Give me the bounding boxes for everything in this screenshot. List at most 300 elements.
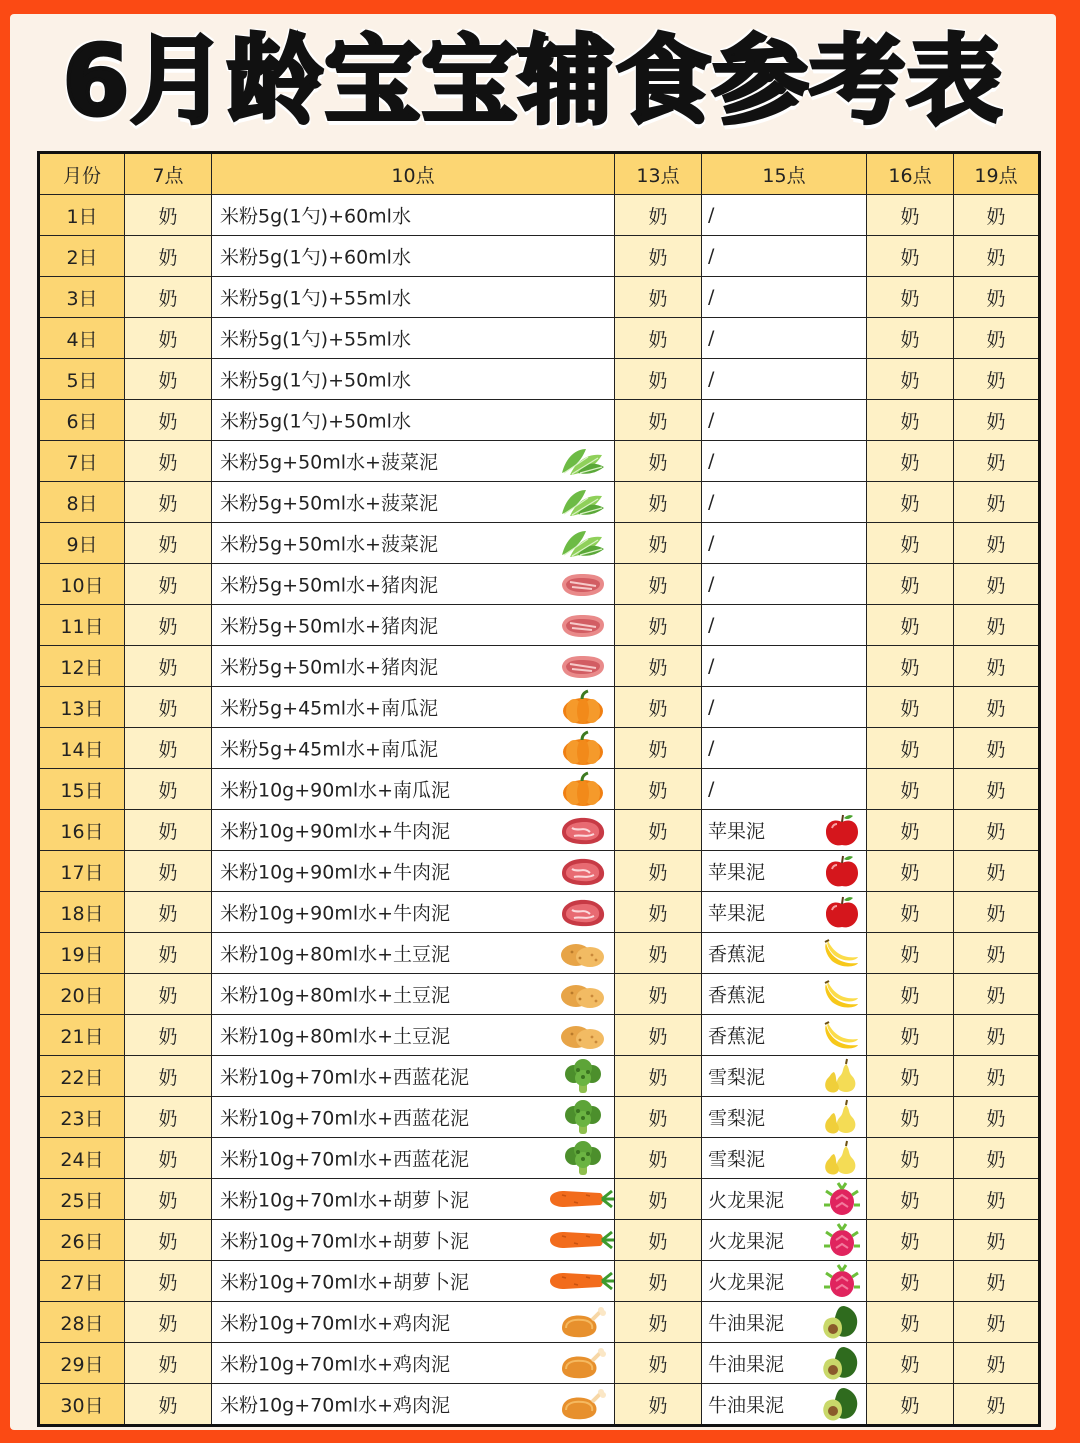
feed-10-cell	[212, 1056, 615, 1097]
feed-13-cell: 奶	[615, 1220, 702, 1261]
feed-13-cell: 奶	[615, 359, 702, 400]
day-cell: 27日	[39, 1261, 125, 1302]
feed-13-cell: 奶	[615, 236, 702, 277]
feed-10-text: 米粉10g+90ml水+牛肉泥	[220, 902, 451, 925]
feed-13-cell: 奶	[615, 892, 702, 933]
chicken-icon	[558, 1345, 608, 1381]
day-cell: 4日	[39, 318, 125, 359]
feed-19-cell: 奶	[954, 851, 1040, 892]
feed-10-text: 米粉5g(1勺)+55ml水	[220, 328, 411, 351]
feed-15-text: 牛油果泥	[708, 1312, 785, 1335]
table-row	[39, 1261, 1040, 1302]
feed-15-cell	[702, 1015, 867, 1056]
feed-10-cell	[212, 1097, 615, 1138]
feed-10-cell	[212, 687, 615, 728]
feed-19-cell: 奶	[954, 769, 1040, 810]
day-cell: 1日	[39, 195, 125, 236]
feed-10-text: 米粉10g+70ml水+西蓝花泥	[220, 1107, 470, 1130]
feed-7-cell: 奶	[125, 359, 212, 400]
feed-10-text: 米粉10g+80ml水+土豆泥	[220, 943, 451, 966]
feed-15-cell	[702, 318, 867, 359]
feed-15-cell	[702, 564, 867, 605]
feed-19-cell: 奶	[954, 359, 1040, 400]
carrot-icon	[548, 1263, 614, 1299]
feed-7-cell: 奶	[125, 769, 212, 810]
feed-15-text: /	[708, 696, 715, 718]
feed-19-cell: 奶	[954, 564, 1040, 605]
feed-16-cell: 奶	[867, 892, 954, 933]
feed-19-cell: 奶	[954, 318, 1040, 359]
feed-10-cell	[212, 933, 615, 974]
feed-7-cell: 奶	[125, 851, 212, 892]
feed-19-cell: 奶	[954, 1056, 1040, 1097]
table-row	[39, 441, 1040, 482]
feed-16-cell: 奶	[867, 1015, 954, 1056]
day-cell: 26日	[39, 1220, 125, 1261]
feed-15-cell	[702, 1138, 867, 1179]
day-cell: 10日	[39, 564, 125, 605]
feed-19-cell: 奶	[954, 1097, 1040, 1138]
feed-7-cell: 奶	[125, 1302, 212, 1343]
feed-15-text: /	[708, 450, 715, 472]
beef-icon	[558, 812, 608, 848]
feed-15-cell	[702, 1220, 867, 1261]
feed-19-cell: 奶	[954, 195, 1040, 236]
feed-15-cell	[702, 810, 867, 851]
feed-7-cell: 奶	[125, 1179, 212, 1220]
pear-icon	[822, 1058, 862, 1094]
feed-15-cell	[702, 236, 867, 277]
feed-10-text: 米粉5g+45ml水+南瓜泥	[220, 738, 438, 761]
day-cell: 24日	[39, 1138, 125, 1179]
feed-10-text: 米粉10g+90ml水+牛肉泥	[220, 820, 451, 843]
feed-15-cell	[702, 523, 867, 564]
feed-15-text: /	[708, 573, 715, 595]
feed-19-cell: 奶	[954, 1261, 1040, 1302]
potato-icon	[558, 1017, 608, 1053]
feed-10-cell	[212, 1384, 615, 1426]
spinach-icon	[558, 525, 608, 561]
dragonfruit-icon	[822, 1263, 862, 1299]
feed-13-cell: 奶	[615, 195, 702, 236]
day-cell: 28日	[39, 1302, 125, 1343]
feed-15-cell	[702, 400, 867, 441]
day-cell: 12日	[39, 646, 125, 687]
feed-7-cell: 奶	[125, 318, 212, 359]
header-10: 10点	[212, 153, 615, 195]
feed-13-cell: 奶	[615, 687, 702, 728]
feed-15-text: /	[708, 737, 715, 759]
potato-icon	[558, 935, 608, 971]
feed-16-cell: 奶	[867, 687, 954, 728]
feed-15-text: 香蕉泥	[708, 1025, 766, 1048]
broccoli-icon	[558, 1099, 608, 1135]
dragonfruit-icon	[822, 1222, 862, 1258]
feed-13-cell: 奶	[615, 646, 702, 687]
feed-16-cell: 奶	[867, 769, 954, 810]
feed-10-text: 米粉5g+50ml水+猪肉泥	[220, 615, 438, 638]
feed-10-text: 米粉10g+80ml水+土豆泥	[220, 1025, 451, 1048]
table-row	[39, 1015, 1040, 1056]
table-row	[39, 974, 1040, 1015]
feed-13-cell: 奶	[615, 974, 702, 1015]
feed-13-cell: 奶	[615, 441, 702, 482]
feed-15-cell	[702, 646, 867, 687]
feed-15-cell	[702, 482, 867, 523]
feed-7-cell: 奶	[125, 1097, 212, 1138]
feed-10-text: 米粉10g+70ml水+胡萝卜泥	[220, 1271, 470, 1294]
dragonfruit-icon	[822, 1181, 862, 1217]
header-7: 7点	[125, 153, 212, 195]
feed-13-cell: 奶	[615, 277, 702, 318]
day-cell: 7日	[39, 441, 125, 482]
feed-15-cell	[702, 769, 867, 810]
day-cell: 9日	[39, 523, 125, 564]
feed-16-cell: 奶	[867, 195, 954, 236]
day-cell: 13日	[39, 687, 125, 728]
feed-10-text: 米粉5g+50ml水+猪肉泥	[220, 574, 438, 597]
day-cell: 11日	[39, 605, 125, 646]
feed-7-cell: 奶	[125, 277, 212, 318]
avocado-icon	[822, 1386, 862, 1422]
day-cell: 17日	[39, 851, 125, 892]
feed-10-text: 米粉5g+50ml水+菠菜泥	[220, 492, 438, 515]
feed-10-cell	[212, 564, 615, 605]
feed-10-text: 米粉5g+50ml水+猪肉泥	[220, 656, 438, 679]
feed-10-cell	[212, 1302, 615, 1343]
feed-10-cell	[212, 892, 615, 933]
feed-15-text: /	[708, 655, 715, 677]
feed-10-cell	[212, 195, 615, 236]
feed-10-cell	[212, 1343, 615, 1384]
feed-19-cell: 奶	[954, 1384, 1040, 1426]
table-row	[39, 195, 1040, 236]
feed-10-text: 米粉10g+70ml水+鸡肉泥	[220, 1394, 451, 1417]
feed-10-cell	[212, 318, 615, 359]
table-row	[39, 277, 1040, 318]
feed-7-cell: 奶	[125, 974, 212, 1015]
feed-7-cell: 奶	[125, 1015, 212, 1056]
table-row	[39, 1220, 1040, 1261]
feed-16-cell: 奶	[867, 1343, 954, 1384]
feed-15-text: 苹果泥	[708, 820, 766, 843]
feed-15-text: /	[708, 245, 715, 267]
feed-15-text: /	[708, 614, 715, 636]
feed-19-cell: 奶	[954, 441, 1040, 482]
feed-13-cell: 奶	[615, 1015, 702, 1056]
feed-7-cell: 奶	[125, 892, 212, 933]
feed-10-text: 米粉5g+45ml水+南瓜泥	[220, 697, 438, 720]
feed-19-cell: 奶	[954, 1343, 1040, 1384]
day-cell: 18日	[39, 892, 125, 933]
feed-7-cell: 奶	[125, 1056, 212, 1097]
carrot-icon	[548, 1222, 614, 1258]
feed-19-cell: 奶	[954, 236, 1040, 277]
feed-19-cell: 奶	[954, 933, 1040, 974]
feed-15-cell	[702, 605, 867, 646]
day-cell: 15日	[39, 769, 125, 810]
day-cell: 20日	[39, 974, 125, 1015]
day-cell: 8日	[39, 482, 125, 523]
feed-10-cell	[212, 236, 615, 277]
feed-13-cell: 奶	[615, 482, 702, 523]
feed-13-cell: 奶	[615, 1384, 702, 1426]
day-cell: 6日	[39, 400, 125, 441]
feed-15-cell	[702, 728, 867, 769]
feed-10-text: 米粉10g+70ml水+鸡肉泥	[220, 1353, 451, 1376]
feed-10-text: 米粉5g(1勺)+50ml水	[220, 369, 411, 392]
feed-7-cell: 奶	[125, 400, 212, 441]
avocado-icon	[822, 1345, 862, 1381]
feed-16-cell: 奶	[867, 236, 954, 277]
table-row	[39, 1097, 1040, 1138]
feed-13-cell: 奶	[615, 1179, 702, 1220]
feed-16-cell: 奶	[867, 1138, 954, 1179]
feed-10-cell	[212, 359, 615, 400]
feed-13-cell: 奶	[615, 1138, 702, 1179]
feed-19-cell: 奶	[954, 277, 1040, 318]
feed-10-cell	[212, 974, 615, 1015]
feed-15-text: 牛油果泥	[708, 1353, 785, 1376]
apple-icon	[822, 894, 862, 930]
feed-13-cell: 奶	[615, 933, 702, 974]
feed-15-text: 雪梨泥	[708, 1148, 766, 1171]
table-row	[39, 769, 1040, 810]
feed-10-text: 米粉10g+80ml水+土豆泥	[220, 984, 451, 1007]
feed-15-text: 苹果泥	[708, 861, 766, 884]
feed-13-cell: 奶	[615, 810, 702, 851]
day-cell: 2日	[39, 236, 125, 277]
feed-10-text: 米粉10g+70ml水+胡萝卜泥	[220, 1230, 470, 1253]
table-row	[39, 851, 1040, 892]
feed-16-cell: 奶	[867, 728, 954, 769]
banana-icon	[822, 1017, 862, 1053]
feed-13-cell: 奶	[615, 1056, 702, 1097]
feed-19-cell: 奶	[954, 605, 1040, 646]
feed-10-text: 米粉5g(1勺)+60ml水	[220, 205, 411, 228]
feed-16-cell: 奶	[867, 441, 954, 482]
feed-15-cell	[702, 851, 867, 892]
feed-15-text: 香蕉泥	[708, 943, 766, 966]
feed-7-cell: 奶	[125, 1220, 212, 1261]
table-row	[39, 1138, 1040, 1179]
table-row	[39, 728, 1040, 769]
beef-icon	[558, 853, 608, 889]
day-cell: 22日	[39, 1056, 125, 1097]
feed-15-cell	[702, 933, 867, 974]
feed-15-text: /	[708, 778, 715, 800]
feed-15-text: /	[708, 368, 715, 390]
feed-19-cell: 奶	[954, 646, 1040, 687]
feed-15-cell	[702, 1343, 867, 1384]
feed-19-cell: 奶	[954, 1302, 1040, 1343]
carrot-icon	[548, 1181, 614, 1217]
feed-16-cell: 奶	[867, 1179, 954, 1220]
feed-7-cell: 奶	[125, 728, 212, 769]
feed-19-cell: 奶	[954, 728, 1040, 769]
feed-19-cell: 奶	[954, 1138, 1040, 1179]
header-16: 16点	[867, 153, 954, 195]
pumpkin-icon	[558, 771, 608, 807]
feed-15-text: /	[708, 286, 715, 308]
day-cell: 19日	[39, 933, 125, 974]
header-13: 13点	[615, 153, 702, 195]
feed-16-cell: 奶	[867, 277, 954, 318]
feed-10-text: 米粉5g+50ml水+菠菜泥	[220, 451, 438, 474]
feed-15-text: 雪梨泥	[708, 1066, 766, 1089]
day-cell: 30日	[39, 1384, 125, 1426]
feed-16-cell: 奶	[867, 1097, 954, 1138]
feed-15-text: 火龙果泥	[708, 1230, 785, 1253]
feed-10-text: 米粉5g(1勺)+50ml水	[220, 410, 411, 433]
feed-13-cell: 奶	[615, 851, 702, 892]
feed-10-text: 米粉5g+50ml水+菠菜泥	[220, 533, 438, 556]
pork-icon	[558, 648, 608, 684]
apple-icon	[822, 853, 862, 889]
feed-15-text: 火龙果泥	[708, 1271, 785, 1294]
table-row	[39, 1056, 1040, 1097]
feed-7-cell: 奶	[125, 1384, 212, 1426]
feed-7-cell: 奶	[125, 236, 212, 277]
table-row	[39, 1302, 1040, 1343]
feed-15-cell	[702, 687, 867, 728]
table-row	[39, 892, 1040, 933]
feed-15-cell	[702, 1302, 867, 1343]
beef-icon	[558, 894, 608, 930]
feed-15-text: /	[708, 327, 715, 349]
header-month: 月份	[39, 153, 125, 195]
feed-16-cell: 奶	[867, 1056, 954, 1097]
feed-13-cell: 奶	[615, 318, 702, 359]
feed-7-cell: 奶	[125, 523, 212, 564]
chicken-icon	[558, 1304, 608, 1340]
feed-7-cell: 奶	[125, 564, 212, 605]
table-row	[39, 482, 1040, 523]
day-cell: 14日	[39, 728, 125, 769]
feed-10-cell	[212, 1015, 615, 1056]
feed-10-cell	[212, 1138, 615, 1179]
table-row	[39, 810, 1040, 851]
feed-16-cell: 奶	[867, 851, 954, 892]
page-title: 6月龄宝宝辅食参考表	[62, 25, 1004, 137]
feed-10-cell	[212, 277, 615, 318]
feed-13-cell: 奶	[615, 1302, 702, 1343]
feed-10-cell	[212, 1261, 615, 1302]
feed-13-cell: 奶	[615, 523, 702, 564]
table-row	[39, 933, 1040, 974]
feed-19-cell: 奶	[954, 482, 1040, 523]
feed-15-cell	[702, 892, 867, 933]
broccoli-icon	[558, 1140, 608, 1176]
table-row	[39, 687, 1040, 728]
feed-16-cell: 奶	[867, 810, 954, 851]
day-cell: 21日	[39, 1015, 125, 1056]
header-19: 19点	[954, 153, 1040, 195]
feed-16-cell: 奶	[867, 359, 954, 400]
feed-10-cell	[212, 605, 615, 646]
table-row	[39, 1343, 1040, 1384]
banana-icon	[822, 935, 862, 971]
feed-10-cell	[212, 728, 615, 769]
feed-7-cell: 奶	[125, 441, 212, 482]
feed-15-text: /	[708, 409, 715, 431]
feed-19-cell: 奶	[954, 523, 1040, 564]
feed-16-cell: 奶	[867, 400, 954, 441]
feed-10-cell	[212, 1179, 615, 1220]
table-row	[39, 318, 1040, 359]
feed-13-cell: 奶	[615, 564, 702, 605]
feed-7-cell: 奶	[125, 810, 212, 851]
feed-10-text: 米粉10g+90ml水+牛肉泥	[220, 861, 451, 884]
feed-10-cell	[212, 1220, 615, 1261]
broccoli-icon	[558, 1058, 608, 1094]
feed-13-cell: 奶	[615, 769, 702, 810]
pear-icon	[822, 1099, 862, 1135]
table-row	[39, 605, 1040, 646]
feed-10-cell	[212, 441, 615, 482]
feed-15-cell	[702, 974, 867, 1015]
feed-13-cell: 奶	[615, 400, 702, 441]
feed-19-cell: 奶	[954, 1179, 1040, 1220]
day-cell: 25日	[39, 1179, 125, 1220]
feed-16-cell: 奶	[867, 1302, 954, 1343]
feed-15-cell	[702, 1056, 867, 1097]
feed-15-text: 苹果泥	[708, 902, 766, 925]
pumpkin-icon	[558, 689, 608, 725]
header-15: 15点	[702, 153, 867, 195]
feed-16-cell: 奶	[867, 1261, 954, 1302]
table-header-row	[39, 153, 1040, 195]
feed-19-cell: 奶	[954, 1220, 1040, 1261]
table-row	[39, 236, 1040, 277]
feed-10-text: 米粉10g+70ml水+西蓝花泥	[220, 1066, 470, 1089]
feed-10-cell	[212, 646, 615, 687]
feed-10-text: 米粉10g+70ml水+胡萝卜泥	[220, 1189, 470, 1212]
table-row	[39, 400, 1040, 441]
feed-19-cell: 奶	[954, 400, 1040, 441]
feed-13-cell: 奶	[615, 605, 702, 646]
feed-19-cell: 奶	[954, 1015, 1040, 1056]
feed-15-text: /	[708, 204, 715, 226]
spinach-icon	[558, 443, 608, 479]
day-cell: 3日	[39, 277, 125, 318]
feed-16-cell: 奶	[867, 564, 954, 605]
feed-19-cell: 奶	[954, 810, 1040, 851]
feed-7-cell: 奶	[125, 687, 212, 728]
feeding-schedule-table	[37, 151, 1041, 1427]
table-row	[39, 1179, 1040, 1220]
day-cell: 29日	[39, 1343, 125, 1384]
feed-15-text: /	[708, 532, 715, 554]
feed-7-cell: 奶	[125, 195, 212, 236]
feed-10-cell	[212, 810, 615, 851]
table-row	[39, 1384, 1040, 1426]
feed-15-text: 牛油果泥	[708, 1394, 785, 1417]
feed-10-cell	[212, 523, 615, 564]
day-cell: 16日	[39, 810, 125, 851]
table-row	[39, 523, 1040, 564]
feed-7-cell: 奶	[125, 482, 212, 523]
feed-15-cell	[702, 277, 867, 318]
feed-16-cell: 奶	[867, 523, 954, 564]
feed-7-cell: 奶	[125, 605, 212, 646]
feed-13-cell: 奶	[615, 728, 702, 769]
spinach-icon	[558, 484, 608, 520]
feed-15-text: 雪梨泥	[708, 1107, 766, 1130]
feed-19-cell: 奶	[954, 892, 1040, 933]
table-row	[39, 564, 1040, 605]
feed-10-text: 米粉10g+70ml水+鸡肉泥	[220, 1312, 451, 1335]
